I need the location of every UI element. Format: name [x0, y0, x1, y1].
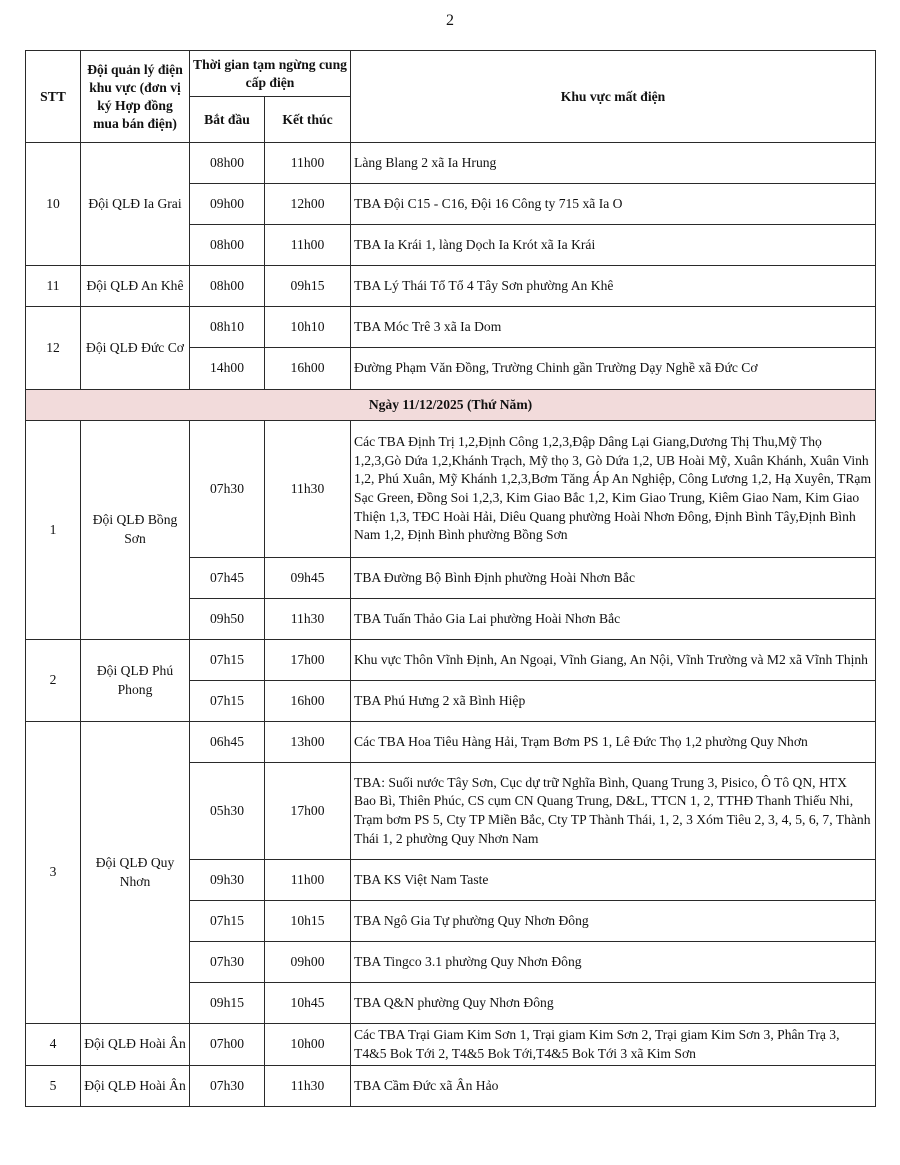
- header-team: Đội quản lý điện khu vực (đơn vị ký Hợp đồng mua bán điện): [81, 51, 190, 143]
- outage-area: Các TBA Định Trị 1,2,Định Công 1,2,3,Đập Dâng Lại Giang,Dương Thị Thu,Mỹ Thọ 1,2,3,Gò Dứa 1,2,Khánh Trạch, Mỹ thọ 3, Gò Dứa 1,2, UB Hoài Mỹ, Xuân Khánh, Xuân Vinh 1,2, Phú Xuân, Mỹ Khánh 1,2,3,Bơm Tăng Áp An Nghiệp, Công Lương 1,2, Hạ Xuyên, TRạm Sạc Green, Đồng Soi 1,2,3, Kim Giao Bắc 1,2, Kim Giao Trung, Kiêm Giao Nam, Kim Giao Thiện 1,3, TĐC Hoài Hải, Diêu Quang phường Hoài Nhơn Đông, Định Bình Tây,Định Bình Nam 1,2, Định Bình phường Bồng Sơn: [351, 421, 876, 558]
- end-time: 11h30: [265, 421, 351, 558]
- end-time: 11h00: [265, 143, 351, 184]
- table-row: [26, 143, 876, 184]
- stt-cell: 4: [26, 1024, 81, 1066]
- end-time: 11h00: [265, 860, 351, 901]
- outage-area: TBA Ia Krái 1, làng Dọch Ia Krót xã Ia Krái: [351, 225, 876, 266]
- stt-cell: 10: [26, 143, 81, 266]
- start-time: 07h30: [190, 1066, 265, 1107]
- end-time: 10h00: [265, 1024, 351, 1066]
- table-row: [26, 266, 876, 307]
- table-row: [26, 307, 876, 348]
- start-time: 07h45: [190, 558, 265, 599]
- team-cell: Đội QLĐ Phú Phong: [81, 640, 190, 722]
- end-time: 16h00: [265, 348, 351, 390]
- team-cell: Đội QLĐ Quy Nhơn: [81, 722, 190, 1024]
- start-time: 08h00: [190, 143, 265, 184]
- end-time: 12h00: [265, 184, 351, 225]
- table-row: [26, 722, 876, 763]
- end-time: 10h45: [265, 983, 351, 1024]
- start-time: 08h00: [190, 266, 265, 307]
- day-header-row: [26, 390, 876, 421]
- outage-area: TBA Đội C15 - C16, Đội 16 Công ty 715 xã Ia O: [351, 184, 876, 225]
- end-time: 09h45: [265, 558, 351, 599]
- day-header: Ngày 11/12/2025 (Thứ Năm): [26, 390, 876, 421]
- outage-area: TBA Đường Bộ Bình Định phường Hoài Nhơn Bắc: [351, 558, 876, 599]
- start-time: 07h00: [190, 1024, 265, 1066]
- end-time: 10h15: [265, 901, 351, 942]
- start-time: 07h30: [190, 942, 265, 983]
- start-time: 08h10: [190, 307, 265, 348]
- stt-cell: 1: [26, 421, 81, 640]
- end-time: 09h00: [265, 942, 351, 983]
- outage-area: TBA Móc Trê 3 xã Ia Dom: [351, 307, 876, 348]
- end-time: 11h30: [265, 599, 351, 640]
- header-area: Khu vực mất điện: [351, 51, 876, 143]
- outage-area: TBA Tingco 3.1 phường Quy Nhơn Đông: [351, 942, 876, 983]
- outage-area: TBA: Suối nước Tây Sơn, Cục dự trữ Nghĩa Bình, Quang Trung 3, Pisico, Ô Tô QN, HTX Bao Bì, Thiên Phúc, CS cụm CN Quang Trung, D&L, TTCN 1, 2, TTHĐ Thanh Thiếu Nhi, Trạm bơm PS 5, Cty TP Miền Bắc, Cty TP Thành Thái, 1, 2, 3 Xóm Tiêu 2, 3, 4, 5, 6, 7, Thành Thái 1, 2 phường Quy Nhơn Nam: [351, 763, 876, 860]
- outage-area: TBA Ngô Gia Tự phường Quy Nhơn Đông: [351, 901, 876, 942]
- end-time: 11h30: [265, 1066, 351, 1107]
- outage-area: TBA Q&N phường Quy Nhơn Đông: [351, 983, 876, 1024]
- outage-area: Đường Phạm Văn Đồng, Trường Chinh gần Trường Dạy Nghề xã Đức Cơ: [351, 348, 876, 390]
- outage-area: Làng Blang 2 xã Ia Hrung: [351, 143, 876, 184]
- start-time: 07h15: [190, 901, 265, 942]
- team-cell: Đội QLĐ Bồng Sơn: [81, 421, 190, 640]
- start-time: 05h30: [190, 763, 265, 860]
- start-time: 06h45: [190, 722, 265, 763]
- header-stt: STT: [26, 51, 81, 143]
- end-time: 17h00: [265, 640, 351, 681]
- start-time: 09h15: [190, 983, 265, 1024]
- outage-area: Các TBA Trại Giam Kim Sơn 1, Trại giam Kim Sơn 2, Trại giam Kim Sơn 3, Phân Trạ 3, T4&5 Bok Tới 2, T4&5 Bok Tới,T4&5 Bok Tới 3 xã Kim Sơn: [351, 1024, 876, 1066]
- outage-area: Khu vực Thôn Vĩnh Định, An Ngoại, Vĩnh Giang, An Nội, Vĩnh Trường và M2 xã Vĩnh Thịnh: [351, 640, 876, 681]
- outage-area: Các TBA Hoa Tiêu Hàng Hải, Trạm Bơm PS 1, Lê Đức Thọ 1,2 phường Quy Nhơn: [351, 722, 876, 763]
- table-row: [26, 640, 876, 681]
- stt-cell: 12: [26, 307, 81, 390]
- outage-area: TBA Tuấn Thảo Gia Lai phường Hoài Nhơn Bắc: [351, 599, 876, 640]
- team-cell: Đội QLĐ Hoài Ân: [81, 1066, 190, 1107]
- start-time: 09h00: [190, 184, 265, 225]
- start-time: 07h30: [190, 421, 265, 558]
- outage-area: TBA KS Việt Nam Taste: [351, 860, 876, 901]
- outage-area: TBA Lý Thái Tổ Tổ 4 Tây Sơn phường An Khê: [351, 266, 876, 307]
- header-period: Thời gian tạm ngừng cung cấp điện: [190, 51, 351, 97]
- end-time: 17h00: [265, 763, 351, 860]
- team-cell: Đội QLĐ Ia Grai: [81, 143, 190, 266]
- team-cell: Đội QLĐ Đức Cơ: [81, 307, 190, 390]
- team-cell: Đội QLĐ Hoài Ân: [81, 1024, 190, 1066]
- end-time: 10h10: [265, 307, 351, 348]
- end-time: 16h00: [265, 681, 351, 722]
- outage-area: TBA Cầm Đức xã Ân Hảo: [351, 1066, 876, 1107]
- end-time: 13h00: [265, 722, 351, 763]
- table-row: [26, 1024, 876, 1066]
- start-time: 09h30: [190, 860, 265, 901]
- header-start: Bắt đầu: [190, 97, 265, 143]
- page-number: 2: [446, 12, 454, 29]
- stt-cell: 3: [26, 722, 81, 1024]
- start-time: 07h15: [190, 640, 265, 681]
- start-time: 14h00: [190, 348, 265, 390]
- table-row: [26, 421, 876, 558]
- table-row: [26, 1066, 876, 1107]
- end-time: 11h00: [265, 225, 351, 266]
- stt-cell: 11: [26, 266, 81, 307]
- power-outage-table: [25, 50, 876, 1107]
- start-time: 08h00: [190, 225, 265, 266]
- end-time: 09h15: [265, 266, 351, 307]
- start-time: 07h15: [190, 681, 265, 722]
- team-cell: Đội QLĐ An Khê: [81, 266, 190, 307]
- outage-area: TBA Phú Hưng 2 xã Bình Hiệp: [351, 681, 876, 722]
- stt-cell: 2: [26, 640, 81, 722]
- header-end: Kết thúc: [265, 97, 351, 143]
- stt-cell: 5: [26, 1066, 81, 1107]
- start-time: 09h50: [190, 599, 265, 640]
